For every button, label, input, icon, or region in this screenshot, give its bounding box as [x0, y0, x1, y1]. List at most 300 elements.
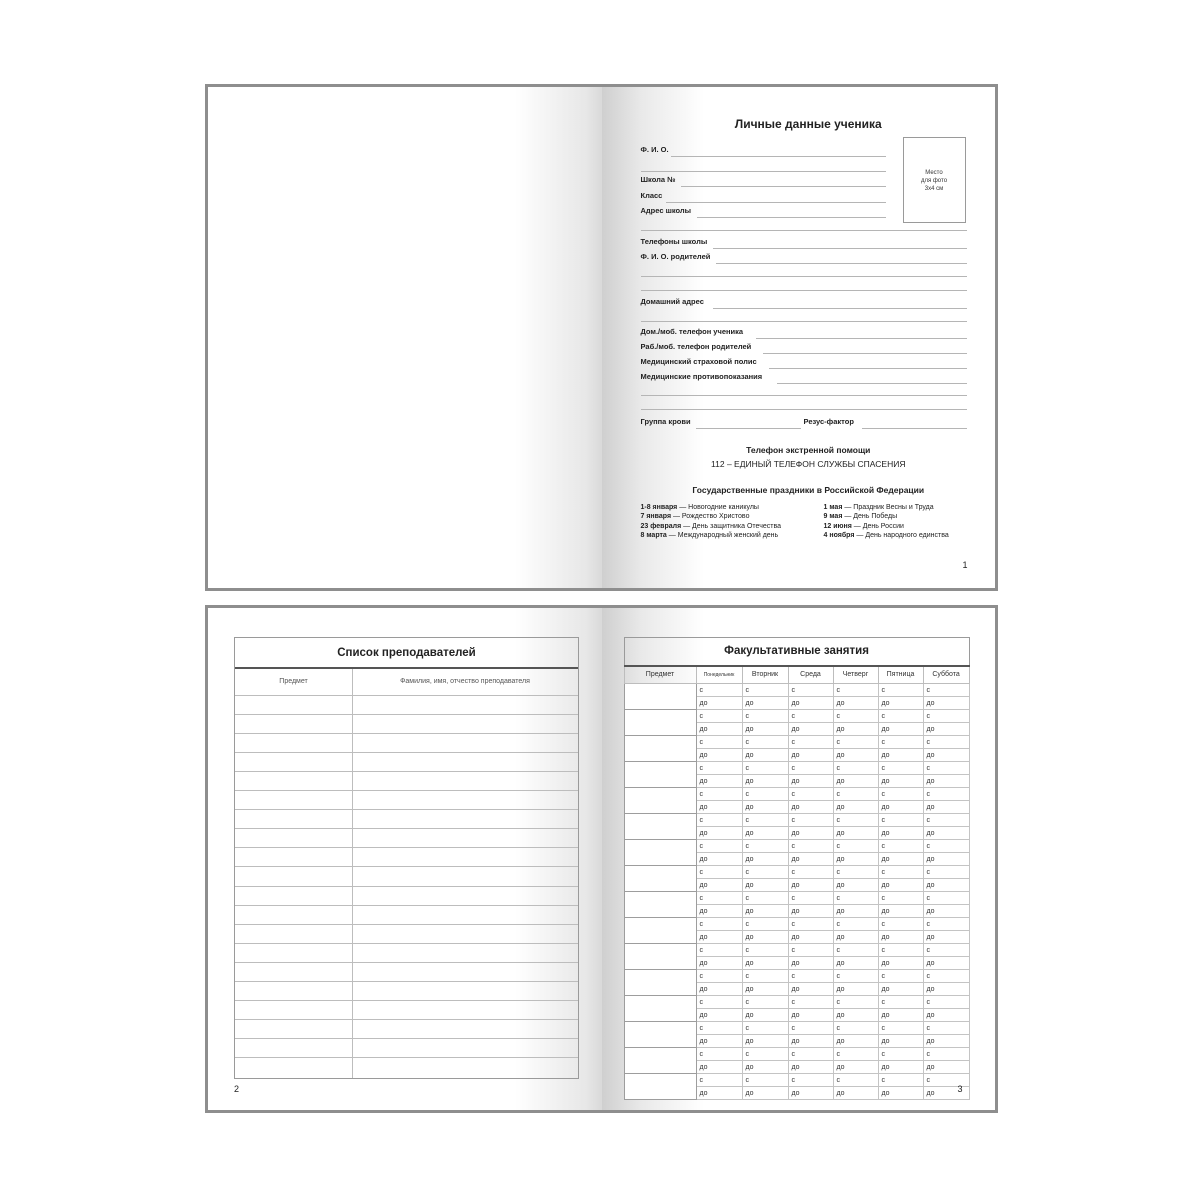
time-to-cell[interactable]: до: [833, 931, 878, 944]
time-from-cell[interactable]: с: [788, 710, 833, 723]
time-to-cell[interactable]: до: [878, 1061, 923, 1074]
column-header-teacher: Фамилия, имя, отчество преподавателя: [400, 678, 530, 685]
time-to-cell[interactable]: до: [833, 983, 878, 996]
time-to-cell[interactable]: до: [923, 905, 969, 918]
field-rule: [641, 290, 967, 291]
time-to-cell[interactable]: до: [696, 931, 742, 944]
table-row: [624, 840, 969, 853]
time-from-cell[interactable]: с: [878, 1048, 923, 1061]
rh-factor-label: Резус-фактор: [803, 417, 854, 426]
subject-cell[interactable]: [624, 918, 696, 944]
time-from-cell[interactable]: с: [833, 762, 878, 775]
table-title: Факультативные занятия: [624, 638, 969, 666]
time-from-cell[interactable]: с: [923, 996, 969, 1009]
holiday-item: 1 мая — Праздник Весны и Труда: [823, 504, 934, 511]
time-to-cell[interactable]: до: [696, 983, 742, 996]
time-to-cell[interactable]: до: [923, 801, 969, 814]
time-to-cell[interactable]: до: [833, 1035, 878, 1048]
time-to-cell[interactable]: до: [696, 1061, 742, 1074]
holiday-item: 1-8 января — Новогодние каникулы: [640, 504, 759, 511]
time-to-cell[interactable]: до: [833, 801, 878, 814]
table-row: [624, 970, 969, 983]
time-to-cell[interactable]: до: [696, 957, 742, 970]
time-from-cell[interactable]: с: [696, 814, 742, 827]
time-to-cell[interactable]: до: [878, 1009, 923, 1022]
table-row-rule: [235, 886, 578, 887]
time-from-cell[interactable]: с: [696, 840, 742, 853]
time-from-cell[interactable]: с: [742, 944, 788, 957]
time-from-cell[interactable]: с: [696, 762, 742, 775]
time-from-cell[interactable]: с: [878, 788, 923, 801]
column-header-day: Пятница: [878, 666, 923, 684]
holiday-item: 4 ноября — День народного единства: [823, 531, 949, 539]
table-row-rule: [235, 943, 578, 944]
time-from-cell[interactable]: с: [788, 1048, 833, 1061]
field-rule: [641, 171, 886, 172]
time-to-cell[interactable]: до: [788, 957, 833, 970]
time-from-cell[interactable]: с: [742, 840, 788, 853]
time-from-cell[interactable]: с: [788, 1022, 833, 1035]
time-to-cell[interactable]: до: [742, 749, 788, 762]
time-from-cell[interactable]: с: [742, 1048, 788, 1061]
time-to-cell[interactable]: до: [696, 853, 742, 866]
class-field[interactable]: [641, 191, 886, 203]
time-from-cell[interactable]: с: [878, 918, 923, 931]
time-from-cell[interactable]: с: [878, 710, 923, 723]
subject-cell[interactable]: [624, 1022, 696, 1048]
school-address-label: Адрес школы: [640, 206, 692, 215]
time-to-cell[interactable]: до: [788, 1061, 833, 1074]
time-from-cell[interactable]: с: [833, 710, 878, 723]
time-to-cell[interactable]: до: [923, 931, 969, 944]
insurance-label: Медицинский страховой полис: [640, 357, 757, 366]
field-rule: [641, 276, 967, 277]
time-to-cell[interactable]: до: [788, 983, 833, 996]
time-from-cell[interactable]: с: [788, 996, 833, 1009]
time-from-cell[interactable]: с: [742, 788, 788, 801]
table-row-rule: [235, 752, 578, 753]
time-to-cell[interactable]: до: [788, 905, 833, 918]
time-to-cell[interactable]: до: [742, 905, 788, 918]
time-to-cell[interactable]: до: [878, 749, 923, 762]
time-from-cell[interactable]: с: [923, 1022, 969, 1035]
time-to-cell[interactable]: до: [742, 723, 788, 736]
time-to-cell[interactable]: до: [696, 1035, 742, 1048]
time-from-cell[interactable]: с: [788, 918, 833, 931]
time-from-cell[interactable]: с: [833, 788, 878, 801]
school-address-field[interactable]: [641, 206, 886, 218]
header-row: [624, 666, 969, 684]
table-row-rule: [235, 962, 578, 963]
time-from-cell[interactable]: с: [788, 944, 833, 957]
photo-size: 3x4 см: [924, 186, 944, 192]
time-from-cell[interactable]: с: [788, 788, 833, 801]
time-from-cell[interactable]: с: [696, 736, 742, 749]
time-from-cell[interactable]: с: [788, 736, 833, 749]
school-phones-label: Телефоны школы: [640, 237, 708, 246]
page-title: Личные данные ученика: [734, 117, 882, 131]
time-to-cell[interactable]: до: [833, 723, 878, 736]
holiday-item: 8 марта — Международный женский день: [640, 531, 779, 539]
time-to-cell[interactable]: до: [742, 879, 788, 892]
time-to-cell[interactable]: до: [788, 1035, 833, 1048]
table-row-rule: [235, 790, 578, 791]
subject-cell[interactable]: [624, 944, 696, 970]
student-phone-label: Дом./моб. телефон ученика: [640, 327, 744, 336]
table-row-rule: [235, 1019, 578, 1020]
table-row: [624, 1074, 969, 1087]
time-to-cell[interactable]: до: [788, 697, 833, 710]
time-to-cell[interactable]: до: [696, 749, 742, 762]
time-to-cell[interactable]: до: [696, 1087, 742, 1100]
time-to-cell[interactable]: до: [923, 1009, 969, 1022]
time-to-cell[interactable]: до: [878, 1087, 923, 1100]
time-to-cell[interactable]: до: [833, 1009, 878, 1022]
time-from-cell[interactable]: с: [742, 684, 788, 697]
column-header-day: Четверг: [833, 666, 878, 684]
insurance-field[interactable]: [641, 357, 967, 369]
time-to-cell[interactable]: до: [923, 1061, 969, 1074]
emergency-number: 112 – ЕДИНЫЙ ТЕЛЕФОН СЛУЖБЫ СПАСЕНИЯ: [711, 459, 906, 469]
time-from-cell[interactable]: с: [788, 892, 833, 905]
column-header-subject: Предмет: [624, 666, 696, 684]
blank-page: [208, 87, 602, 588]
time-from-cell[interactable]: с: [923, 684, 969, 697]
time-from-cell[interactable]: с: [923, 866, 969, 879]
time-from-cell[interactable]: с: [833, 840, 878, 853]
time-from-cell[interactable]: с: [923, 892, 969, 905]
table-row: [624, 918, 969, 931]
time-from-cell[interactable]: с: [742, 1074, 788, 1087]
time-from-cell[interactable]: с: [923, 1048, 969, 1061]
time-from-cell[interactable]: с: [833, 814, 878, 827]
subject-cell[interactable]: [624, 970, 696, 996]
time-to-cell[interactable]: до: [923, 1087, 969, 1100]
subject-cell[interactable]: [624, 1048, 696, 1074]
rh-factor-field[interactable]: [804, 417, 967, 429]
contraindications-field[interactable]: [641, 372, 967, 384]
subject-cell[interactable]: [624, 866, 696, 892]
page-number: 3: [957, 1084, 963, 1094]
time-to-cell[interactable]: до: [788, 1009, 833, 1022]
time-from-cell[interactable]: с: [696, 918, 742, 931]
time-from-cell[interactable]: с: [923, 970, 969, 983]
time-from-cell[interactable]: с: [742, 918, 788, 931]
time-from-cell[interactable]: с: [833, 1022, 878, 1035]
time-to-cell[interactable]: до: [788, 801, 833, 814]
time-from-cell[interactable]: с: [923, 918, 969, 931]
time-from-cell[interactable]: с: [696, 866, 742, 879]
time-from-cell[interactable]: с: [696, 892, 742, 905]
time-to-cell[interactable]: до: [923, 775, 969, 788]
time-to-cell[interactable]: до: [788, 723, 833, 736]
time-to-cell[interactable]: до: [923, 749, 969, 762]
column-header-day: Понедельник: [696, 666, 742, 684]
time-from-cell[interactable]: с: [878, 814, 923, 827]
time-to-cell[interactable]: до: [923, 697, 969, 710]
table-title-row: [624, 638, 969, 666]
time-to-cell[interactable]: до: [742, 775, 788, 788]
parents-field[interactable]: [641, 252, 967, 264]
blood-group-field[interactable]: [641, 417, 801, 429]
time-to-cell[interactable]: до: [923, 853, 969, 866]
time-from-cell[interactable]: с: [742, 970, 788, 983]
time-from-cell[interactable]: с: [878, 892, 923, 905]
time-to-cell[interactable]: до: [742, 827, 788, 840]
table-row-rule: [235, 733, 578, 734]
time-from-cell[interactable]: с: [923, 788, 969, 801]
holidays-title: Государственные праздники в Российской Федерации: [692, 485, 925, 495]
time-from-cell[interactable]: с: [696, 684, 742, 697]
time-from-cell[interactable]: с: [878, 944, 923, 957]
student-phone-field[interactable]: [641, 327, 967, 339]
time-to-cell[interactable]: до: [742, 957, 788, 970]
time-from-cell[interactable]: с: [742, 892, 788, 905]
time-to-cell[interactable]: до: [742, 1061, 788, 1074]
time-to-cell[interactable]: до: [696, 775, 742, 788]
time-to-cell[interactable]: до: [923, 723, 969, 736]
time-from-cell[interactable]: с: [788, 970, 833, 983]
time-to-cell[interactable]: до: [878, 957, 923, 970]
time-to-cell[interactable]: до: [878, 697, 923, 710]
time-from-cell[interactable]: с: [696, 1048, 742, 1061]
time-to-cell[interactable]: до: [742, 1009, 788, 1022]
table-row: [624, 814, 969, 827]
time-from-cell[interactable]: с: [878, 736, 923, 749]
time-to-cell[interactable]: до: [833, 853, 878, 866]
time-from-cell[interactable]: с: [833, 918, 878, 931]
subject-cell[interactable]: [624, 710, 696, 736]
time-to-cell[interactable]: до: [923, 957, 969, 970]
electives-page: [602, 608, 996, 1110]
time-from-cell[interactable]: с: [696, 788, 742, 801]
time-from-cell[interactable]: с: [742, 814, 788, 827]
table-row: [624, 788, 969, 801]
time-from-cell[interactable]: с: [742, 762, 788, 775]
time-from-cell[interactable]: с: [878, 1074, 923, 1087]
subject-cell[interactable]: [624, 1074, 696, 1100]
field-rule: [641, 230, 967, 231]
time-from-cell[interactable]: с: [833, 944, 878, 957]
subject-cell[interactable]: [624, 996, 696, 1022]
table-row-rule: [235, 771, 578, 772]
top-spread: [205, 84, 998, 591]
school-label: Школа №: [640, 175, 676, 184]
table-row: [624, 1048, 969, 1061]
time-to-cell[interactable]: до: [878, 931, 923, 944]
time-from-cell[interactable]: с: [742, 996, 788, 1009]
time-from-cell[interactable]: с: [878, 684, 923, 697]
table-row-rule: [235, 1000, 578, 1001]
time-from-cell[interactable]: с: [833, 996, 878, 1009]
time-to-cell[interactable]: до: [696, 1009, 742, 1022]
time-to-cell[interactable]: до: [923, 879, 969, 892]
time-from-cell[interactable]: с: [833, 736, 878, 749]
time-from-cell[interactable]: с: [788, 1074, 833, 1087]
time-to-cell[interactable]: до: [878, 827, 923, 840]
time-from-cell[interactable]: с: [696, 1074, 742, 1087]
time-from-cell[interactable]: с: [696, 970, 742, 983]
teachers-table: [234, 637, 579, 1079]
time-to-cell[interactable]: до: [833, 957, 878, 970]
field-rule: [641, 321, 967, 322]
school-phones-field[interactable]: [641, 237, 967, 249]
time-to-cell[interactable]: до: [923, 983, 969, 996]
time-from-cell[interactable]: с: [878, 1022, 923, 1035]
time-from-cell[interactable]: с: [833, 684, 878, 697]
time-to-cell[interactable]: до: [788, 853, 833, 866]
time-to-cell[interactable]: до: [833, 1061, 878, 1074]
time-to-cell[interactable]: до: [696, 723, 742, 736]
column-header-day: Среда: [788, 666, 833, 684]
time-from-cell[interactable]: с: [833, 1048, 878, 1061]
time-from-cell[interactable]: с: [696, 944, 742, 957]
table-title: Список преподавателей: [337, 647, 476, 659]
time-from-cell[interactable]: с: [833, 892, 878, 905]
time-to-cell[interactable]: до: [742, 1087, 788, 1100]
holiday-item: 12 июня — День России: [823, 522, 904, 530]
time-to-cell[interactable]: до: [742, 697, 788, 710]
subject-cell[interactable]: [624, 788, 696, 814]
time-to-cell[interactable]: до: [833, 749, 878, 762]
time-to-cell[interactable]: до: [742, 1035, 788, 1048]
time-from-cell[interactable]: с: [878, 762, 923, 775]
photo-placeholder: [903, 137, 966, 223]
blood-group-label: Группа крови: [640, 417, 691, 426]
field-rule: [641, 395, 967, 396]
time-to-cell[interactable]: до: [696, 801, 742, 814]
subject-cell[interactable]: [624, 892, 696, 918]
time-from-cell[interactable]: с: [788, 684, 833, 697]
subject-cell[interactable]: [624, 814, 696, 840]
fio-field[interactable]: [641, 145, 886, 157]
time-to-cell[interactable]: до: [696, 827, 742, 840]
subject-cell[interactable]: [624, 684, 696, 710]
teachers-page: [208, 608, 602, 1110]
time-to-cell[interactable]: до: [878, 775, 923, 788]
time-to-cell[interactable]: до: [878, 723, 923, 736]
time-from-cell[interactable]: с: [878, 970, 923, 983]
time-to-cell[interactable]: до: [742, 983, 788, 996]
time-from-cell[interactable]: с: [878, 996, 923, 1009]
table-row: [624, 944, 969, 957]
table-row-rule: [235, 809, 578, 810]
home-address-label: Домашний адрес: [640, 297, 704, 306]
time-to-cell[interactable]: до: [878, 879, 923, 892]
table-row-rule: [235, 1038, 578, 1039]
column-header-day: Вторник: [742, 666, 788, 684]
time-to-cell[interactable]: до: [742, 853, 788, 866]
time-from-cell[interactable]: с: [833, 970, 878, 983]
time-to-cell[interactable]: до: [923, 1035, 969, 1048]
time-from-cell[interactable]: с: [833, 866, 878, 879]
subject-cell[interactable]: [624, 736, 696, 762]
time-from-cell[interactable]: с: [696, 1022, 742, 1035]
time-from-cell[interactable]: с: [923, 736, 969, 749]
emergency-title: Телефон экстренной помощи: [746, 445, 871, 455]
time-to-cell[interactable]: до: [742, 801, 788, 814]
time-to-cell[interactable]: до: [923, 827, 969, 840]
table-row: [624, 736, 969, 749]
photo-label: для фото: [920, 178, 948, 184]
time-from-cell[interactable]: с: [878, 840, 923, 853]
home-address-field[interactable]: [641, 297, 967, 309]
time-from-cell[interactable]: с: [788, 814, 833, 827]
time-to-cell[interactable]: до: [878, 853, 923, 866]
time-to-cell[interactable]: до: [833, 697, 878, 710]
subject-cell[interactable]: [624, 840, 696, 866]
field-rule: [641, 409, 967, 410]
time-to-cell[interactable]: до: [788, 827, 833, 840]
table-row: [624, 710, 969, 723]
photo-label: Место: [925, 170, 943, 176]
table-row-rule: [235, 847, 578, 848]
time-to-cell[interactable]: до: [696, 905, 742, 918]
title-divider: [235, 667, 578, 669]
time-from-cell[interactable]: с: [788, 866, 833, 879]
time-to-cell[interactable]: до: [833, 775, 878, 788]
time-to-cell[interactable]: до: [696, 697, 742, 710]
time-to-cell[interactable]: до: [742, 931, 788, 944]
subject-cell[interactable]: [624, 762, 696, 788]
time-from-cell[interactable]: с: [742, 736, 788, 749]
time-to-cell[interactable]: до: [788, 931, 833, 944]
time-from-cell[interactable]: с: [923, 710, 969, 723]
holiday-item: 23 февраля — День защитника Отечества: [640, 522, 781, 530]
time-to-cell[interactable]: до: [878, 1035, 923, 1048]
time-from-cell[interactable]: с: [923, 814, 969, 827]
time-to-cell[interactable]: до: [788, 1087, 833, 1100]
time-from-cell[interactable]: с: [788, 840, 833, 853]
time-from-cell[interactable]: с: [788, 762, 833, 775]
table-row-rule: [235, 905, 578, 906]
time-from-cell[interactable]: с: [923, 944, 969, 957]
fio-label: Ф. И. О.: [640, 145, 669, 154]
time-from-cell[interactable]: с: [742, 866, 788, 879]
time-from-cell[interactable]: с: [833, 1074, 878, 1087]
parent-phone-field[interactable]: [641, 342, 967, 354]
table-row: [624, 684, 969, 697]
table-row-rule: [235, 828, 578, 829]
time-to-cell[interactable]: до: [788, 879, 833, 892]
electives-table: [624, 637, 970, 1100]
time-to-cell[interactable]: до: [833, 879, 878, 892]
time-from-cell[interactable]: с: [696, 996, 742, 1009]
school-field[interactable]: [641, 175, 886, 187]
table-row-rule: [235, 695, 578, 696]
table-row-rule: [235, 981, 578, 982]
time-to-cell[interactable]: до: [878, 801, 923, 814]
time-to-cell[interactable]: до: [696, 879, 742, 892]
column-header-day: Суббота: [923, 666, 969, 684]
time-from-cell[interactable]: с: [742, 710, 788, 723]
time-to-cell[interactable]: до: [833, 1087, 878, 1100]
parent-phone-label: Раб./моб. телефон родителей: [640, 342, 752, 351]
time-from-cell[interactable]: с: [923, 840, 969, 853]
time-to-cell[interactable]: до: [833, 905, 878, 918]
time-to-cell[interactable]: до: [833, 827, 878, 840]
column-header-subject: Предмет: [279, 678, 308, 685]
time-from-cell[interactable]: с: [923, 1074, 969, 1087]
time-to-cell[interactable]: до: [788, 749, 833, 762]
time-to-cell[interactable]: до: [878, 905, 923, 918]
time-from-cell[interactable]: с: [923, 762, 969, 775]
time-from-cell[interactable]: с: [696, 710, 742, 723]
time-to-cell[interactable]: до: [878, 983, 923, 996]
time-from-cell[interactable]: с: [742, 1022, 788, 1035]
time-from-cell[interactable]: с: [878, 866, 923, 879]
time-to-cell[interactable]: до: [788, 775, 833, 788]
